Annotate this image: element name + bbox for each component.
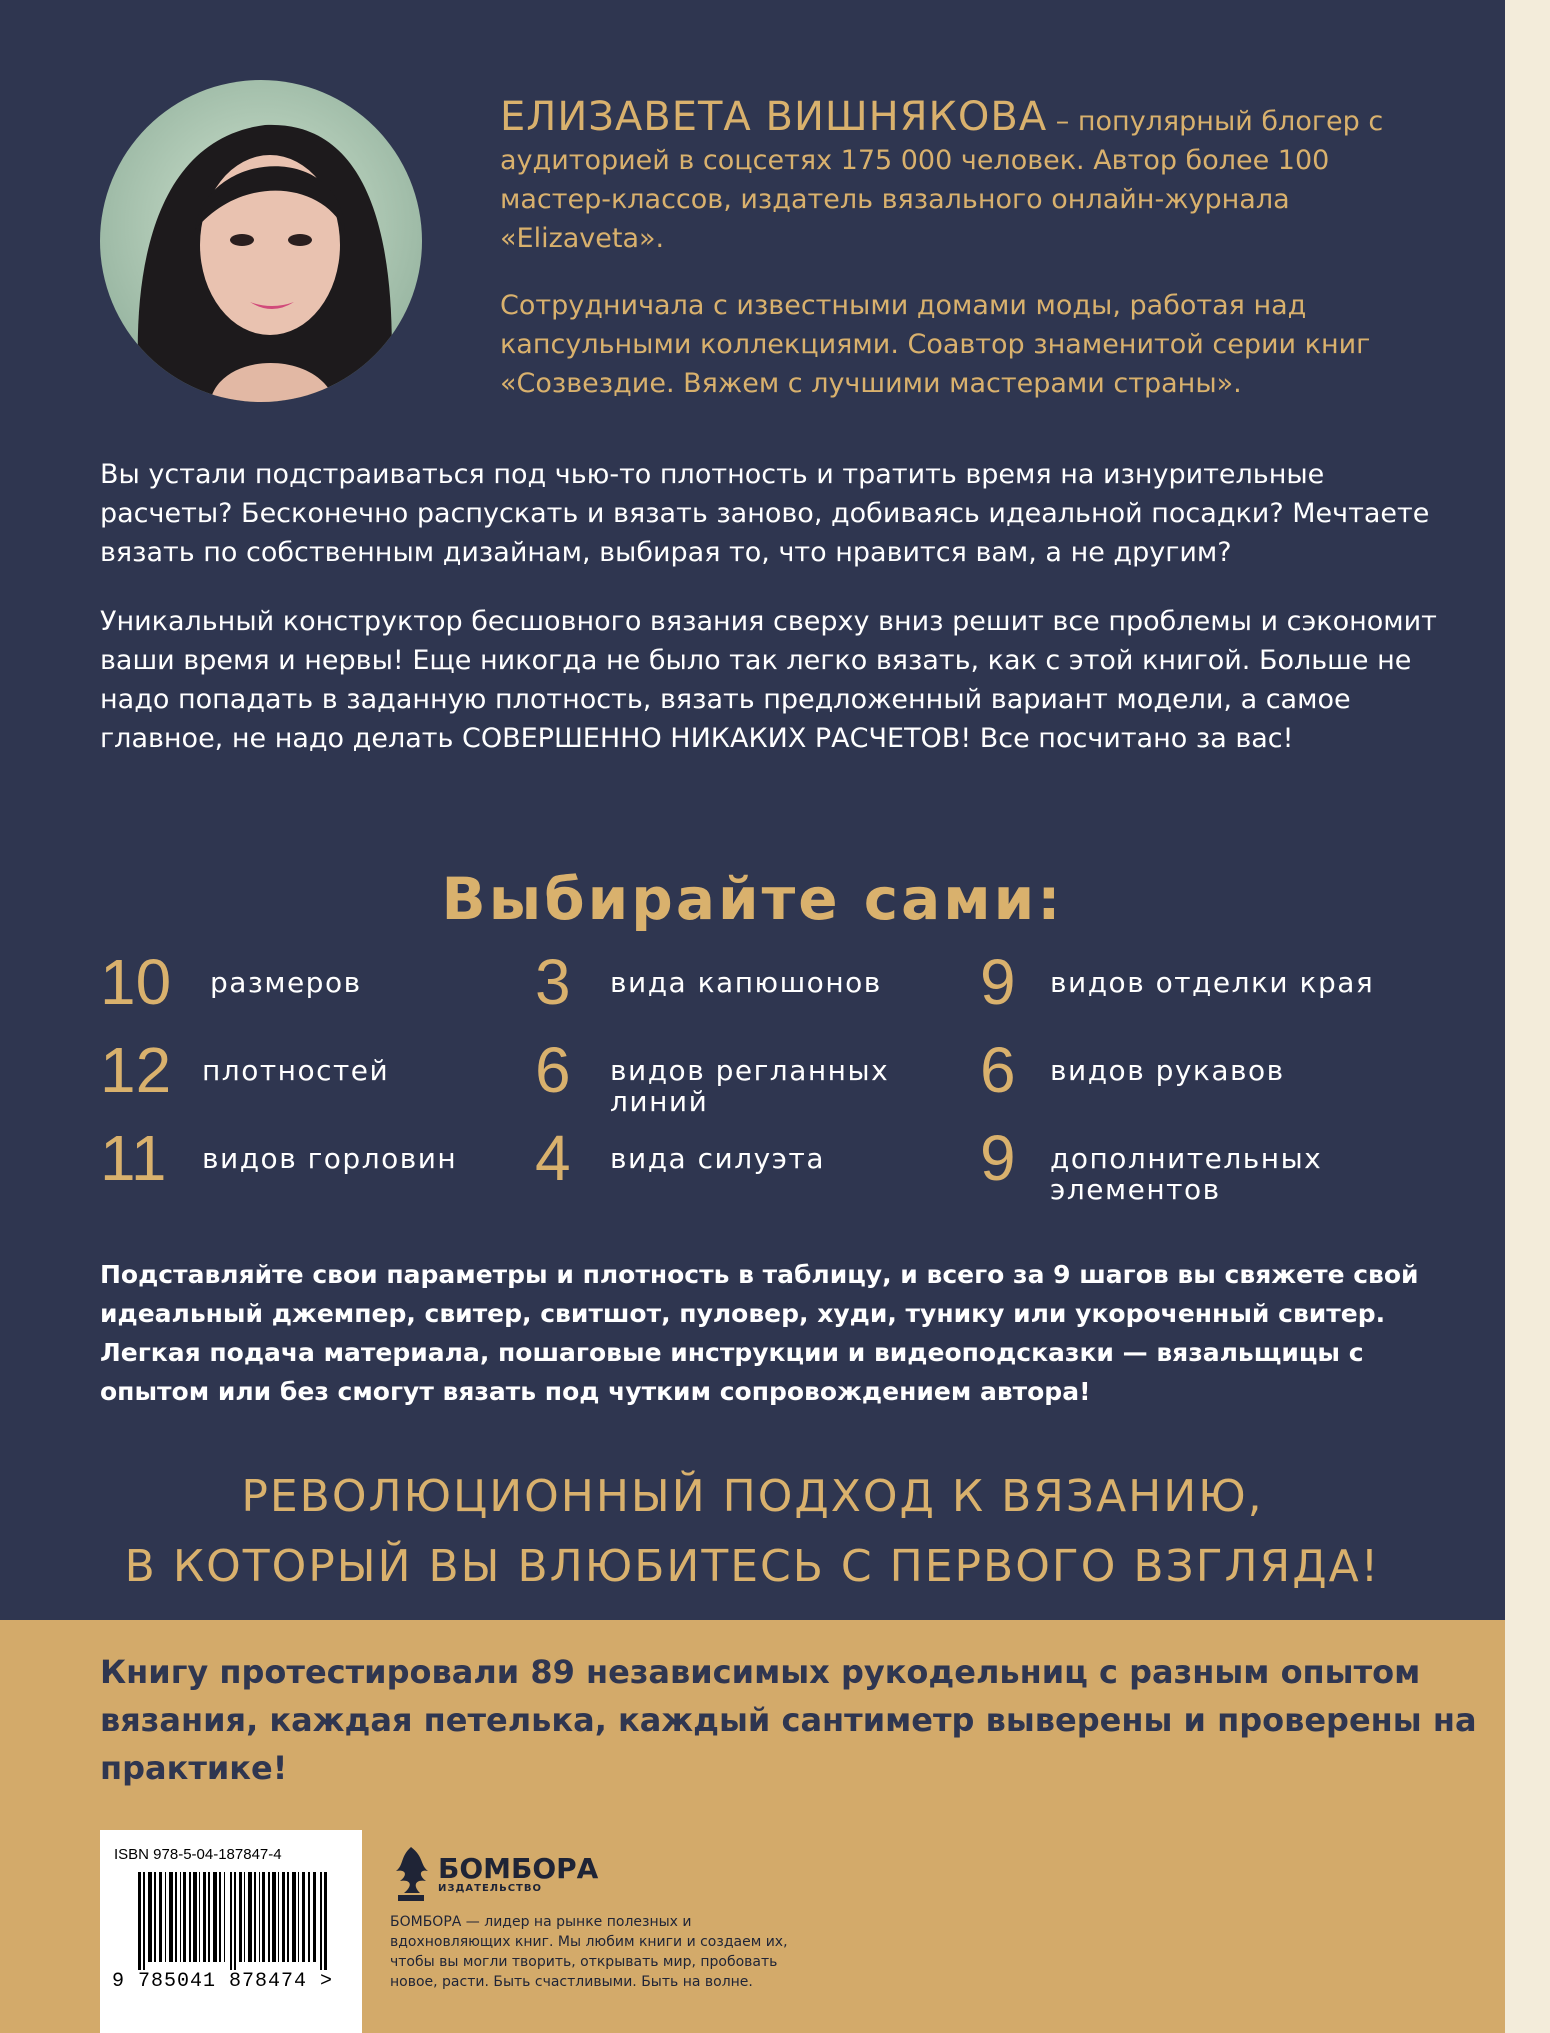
feature-number: 4 [535, 1122, 571, 1194]
slogan [0, 1462, 1505, 1602]
feature-extra-elements [980, 1122, 1370, 1206]
feature-number: 6 [980, 1034, 1016, 1106]
feature-gauges [100, 1034, 462, 1106]
feature-label: дополнительных элементов [1050, 1142, 1323, 1206]
author-bio-paragraph-1 [500, 94, 1430, 258]
feature-label: вида силуэта [610, 1142, 826, 1175]
barcode-icon [138, 1872, 328, 1970]
intro-paragraph-1: Вы устали подстраиваться под чью-то плотность и тратить время на изнурительные расчеты? Бесконечно распускать и вязать заново, добиваясь идеальной посадки? Мечтаете вязать по собственным дизайнам, выбирая то, что нравится вам, а не другим? [100, 459, 1430, 568]
feature-label: видов регланных линий [610, 1054, 890, 1118]
author-photo [100, 80, 422, 402]
feature-number: 6 [535, 1034, 571, 1106]
details-paragraph: Подставляйте свои параметры и плотность в таблицу, и всего за 9 шагов вы свяжете свой идеальный джемпер, свитер, свитшот, пуловер, худи, тунику или укороченный свитер. Легкая подача материала, пошаговые инструкции и видеоподсказки — вязальщицы с опытом или без смогут вязать под чутким сопровождением автора! [100, 1260, 1419, 1406]
intro-text [100, 455, 1460, 788]
feature-necklines [100, 1122, 502, 1194]
feature-number: 10 [100, 946, 172, 1018]
feature-label: видов горловин [202, 1142, 458, 1175]
feature-number: 9 [980, 1122, 1016, 1194]
feature-number: 12 [100, 1034, 172, 1106]
feature-silhouettes [535, 1122, 940, 1194]
bombora-logo-icon [390, 1845, 432, 1903]
publisher-name: БОМБОРА [438, 1851, 599, 1885]
intro-paragraph-2: Уникальный конструктор бесшовного вязания сверху вниз решит все проблемы и сэкономит ваши время и нервы! Еще никогда не было так легко вязать, как с этой книгой. Больше не надо попадать в заданную плотность, вязать предложенный вариант модели, а самое главное, не надо делать СОВЕРШЕННО НИКАКИХ РАСЧЕТОВ! Все посчитано за вас! [100, 606, 1437, 754]
isbn-label: ISBN 978-5-04-187847-4 [114, 1846, 282, 1863]
author-name: ЕЛИЗАВЕТА ВИШНЯКОВА [500, 94, 1048, 140]
feature-label: видов рукавов [1050, 1054, 1285, 1087]
author-bio-text-1: – популярный блогер с аудиторией в соцсетях 175 000 человек. Автор более 100 мастер-классов, издатель вязального онлайн-журнала «Elizaveta». [500, 106, 1384, 254]
slogan-line-2: В КОТОРЫЙ ВЫ ВЛЮБИТЕСЬ С ПЕРВОГО ВЗГЛЯДА! [124, 1541, 1381, 1592]
feature-sleeves [980, 1034, 1430, 1106]
feature-raglan-lines [535, 1034, 940, 1118]
author-bio-paragraph-2: Сотрудничала с известными домами моды, работая над капсульными коллекциями. Соавтор знаменитой серии книг «Созвездие. Вяжем с лучшими мастерами страны». [500, 290, 1371, 399]
tested-statement: Книгу протестировали 89 независимых рукодельниц с разным опытом вязания, каждая петелька, каждый сантиметр выверены и проверены на практике! [100, 1653, 1477, 1787]
feature-edge-finish [980, 946, 1430, 1018]
feature-hoods [535, 946, 940, 1018]
author-bio [500, 94, 1430, 431]
publisher-subtitle: ИЗДАТЕЛЬСТВО [438, 1882, 542, 1894]
choose-title: Выбирайте сами: [441, 865, 1064, 933]
feature-number: 9 [980, 946, 1016, 1018]
feature-label: видов отделки края [1050, 966, 1375, 999]
feature-number: 11 [100, 1122, 167, 1194]
feature-label: плотностей [202, 1054, 390, 1087]
feature-label: вида капюшонов [610, 966, 882, 999]
publisher-logo [390, 1845, 598, 1903]
feature-sizes [100, 946, 470, 1018]
spine-strip [1505, 0, 1550, 2033]
slogan-line-1: РЕВОЛЮЦИОННЫЙ ПОДХОД К ВЯЗАНИЮ, [241, 1471, 1264, 1522]
barcode-box [100, 1830, 362, 2033]
publisher-description: БОМБОРА — лидер на рынке полезных и вдохновляющих книг. Мы любим книги и создаем их, чтобы вы могли творить, открывать мир, пробовать новое, расти. Быть счастливыми. Быть на волне. [390, 1914, 788, 1990]
isbn-digits: 9 785041 878474 > [112, 1970, 334, 1993]
feature-label: размеров [210, 966, 362, 999]
feature-number: 3 [535, 946, 571, 1018]
